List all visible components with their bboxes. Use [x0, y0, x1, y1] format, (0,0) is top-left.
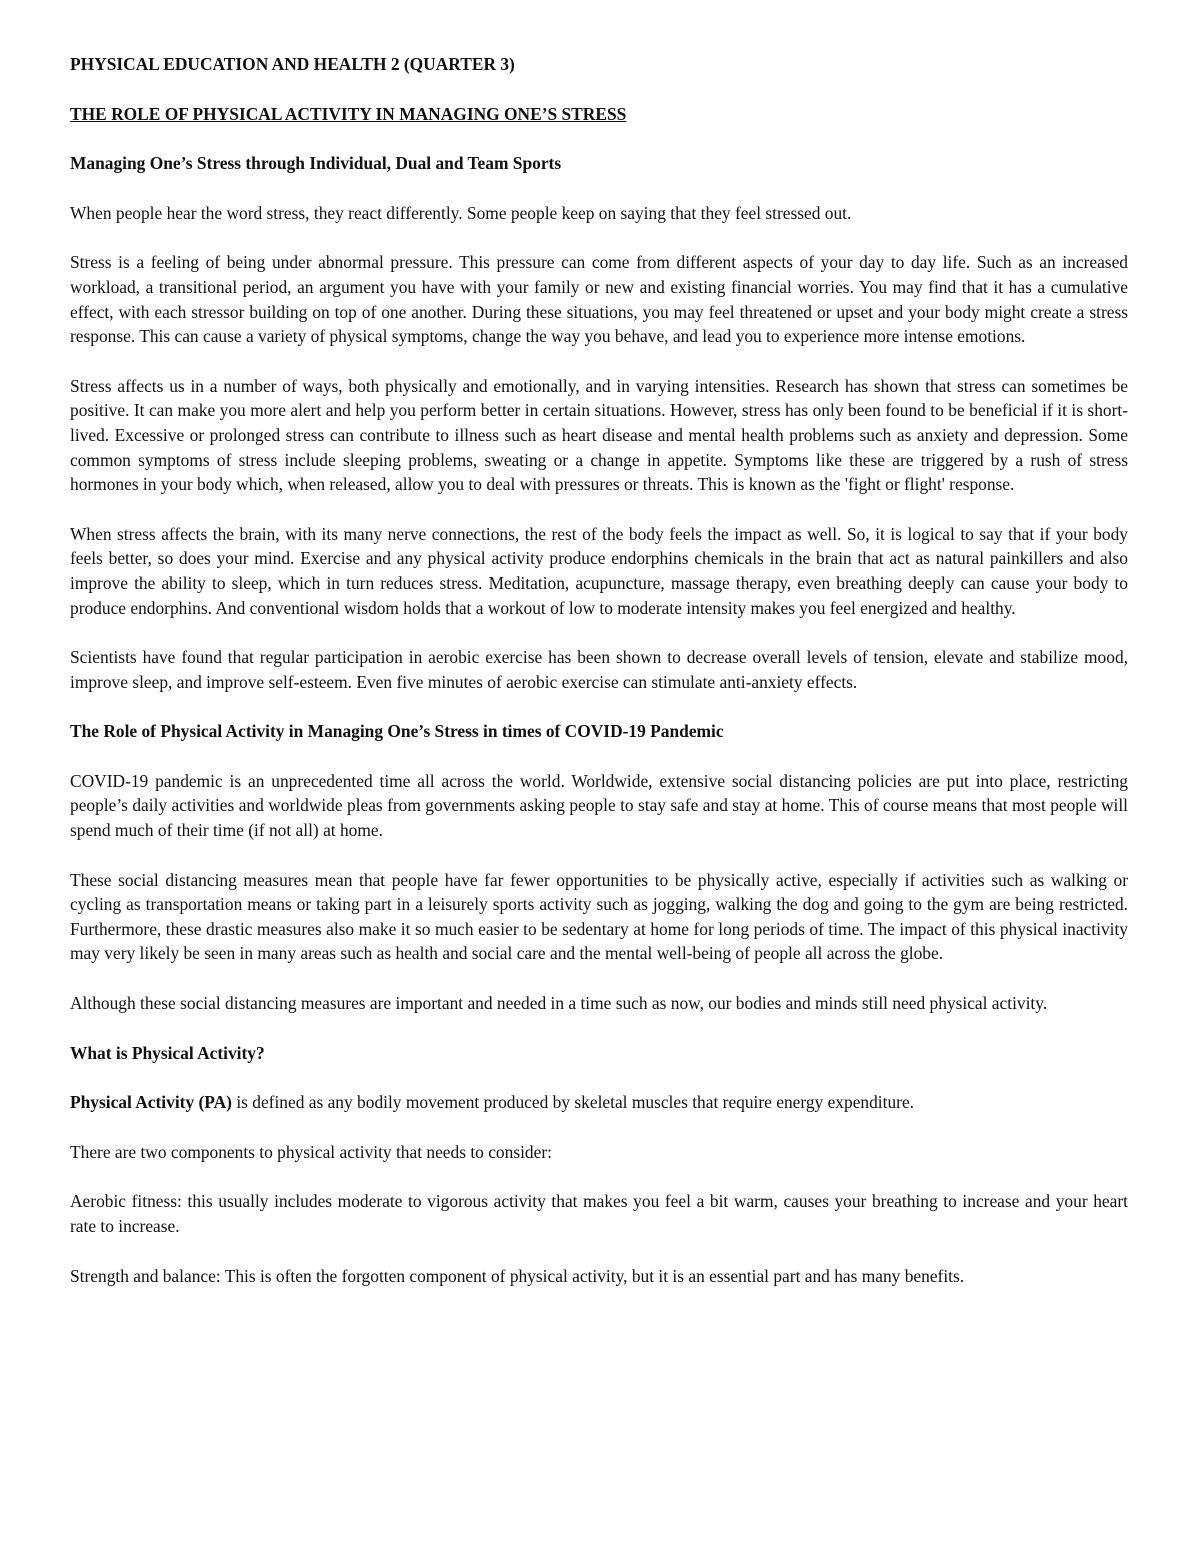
section-managing-stress [70, 151, 1128, 694]
section-covid [70, 719, 1128, 1015]
paragraph: Stress is a feeling of being under abnormal pressure. This pressure can come from different aspects of your day to day life. Such as an increased workload, a transitional period, an argument you have with your family or new and existing financial worries. You may find that it has a cumulative effect, with each stressor building on top of one another. During these situations, you may feel threatened or upset and your body might create a stress response. This can cause a variety of physical symptoms, change the way you behave, and lead you to experience more intense emotions. [70, 252, 1128, 347]
paragraph: Aerobic fitness: this usually includes moderate to vigorous activity that makes you feel a bit warm, causes your breathing to increase and your heart rate to increase. [70, 1191, 1128, 1236]
paragraph: COVID-19 pandemic is an unprecedented time all across the world. Worldwide, extensive social distancing policies are put into place, restricting people’s daily activities and worldwide pleas from governments asking people to stay safe and stay at home. This of course means that most people will spend much of their time (if not all) at home. [70, 770, 1128, 841]
section-heading: The Role of Physical Activity in Managing One’s Stress in times of COVID-19 Pandemic [70, 721, 724, 742]
section-what-is-physical-activity [70, 1041, 1128, 1289]
document-subtitle: THE ROLE OF PHYSICAL ACTIVITY IN MANAGING ONE’S STRESS [70, 103, 627, 124]
document-title: PHYSICAL EDUCATION AND HEALTH 2 (QUARTER 3) [70, 54, 515, 74]
paragraph: When people hear the word stress, they react differently. Some people keep on saying that they feel stressed out. [70, 202, 852, 223]
definition-paragraph [70, 1090, 1128, 1115]
paragraph: Stress affects us in a number of ways, both physically and emotionally, and in varying intensities. Research has shown that stress can sometimes be positive. It can make you more alert and help you perform better in certain situations. However, stress has only been found to be beneficial if it is short-lived. Excessive or prolonged stress can contribute to illness such as heart disease and mental health problems such as anxiety and depression. Some common symptoms of stress include sleeping problems, sweating or a change in appetite. Symptoms like these are triggered by a rush of stress hormones in your body which, when released, allow you to deal with pressures or threats. This is known as the 'fight or flight' response. [70, 375, 1128, 495]
paragraph: There are two components to physical activity that needs to consider: [70, 1141, 552, 1162]
paragraph: These social distancing measures mean that people have far fewer opportunities to be physically active, especially if activities such as walking or cycling as transportation means or taking part in a leisurely sports activity such as jogging, walking the dog and going to the gym are being restricted. Furthermore, these drastic measures also make it so much easier to be sedentary at home for long periods of time. The impact of this physical inactivity may very likely be seen in many areas such as health and social care and the mental well-being of people all across the globe. [70, 869, 1128, 964]
definition-term: Physical Activity (PA) [70, 1092, 232, 1113]
document-page [70, 52, 1128, 1288]
paragraph: Scientists have found that regular participation in aerobic exercise has been shown to decrease overall levels of tension, elevate and stabilize mood, improve sleep, and improve self-esteem. Even five minutes of aerobic exercise can stimulate anti-anxiety effects. [70, 647, 1128, 692]
section-heading: Managing One’s Stress through Individual, Dual and Team Sports [70, 153, 562, 174]
paragraph: When stress affects the brain, with its many nerve connections, the rest of the body feels the impact as well. So, it is logical to say that if your body feels better, so does your mind. Exercise and any physical activity produce endorphins chemicals in the brain that act as natural painkillers and also improve the ability to sleep, which in turn reduces stress. Meditation, acupuncture, massage therapy, even breathing deeply can cause your body to produce endorphins. And conventional wisdom holds that a workout of low to moderate intensity makes you feel energized and healthy. [70, 523, 1128, 618]
section-heading: What is Physical Activity? [70, 1042, 265, 1063]
paragraph: Strength and balance: This is often the forgotten component of physical activity, but it is an essential part and has many benefits. [70, 1265, 965, 1286]
paragraph: Although these social distancing measures are important and needed in a time such as now, our bodies and minds still need physical activity. [70, 993, 1048, 1014]
definition-text: is defined as any bodily movement produced by skeletal muscles that require energy expenditure. [231, 1092, 915, 1113]
